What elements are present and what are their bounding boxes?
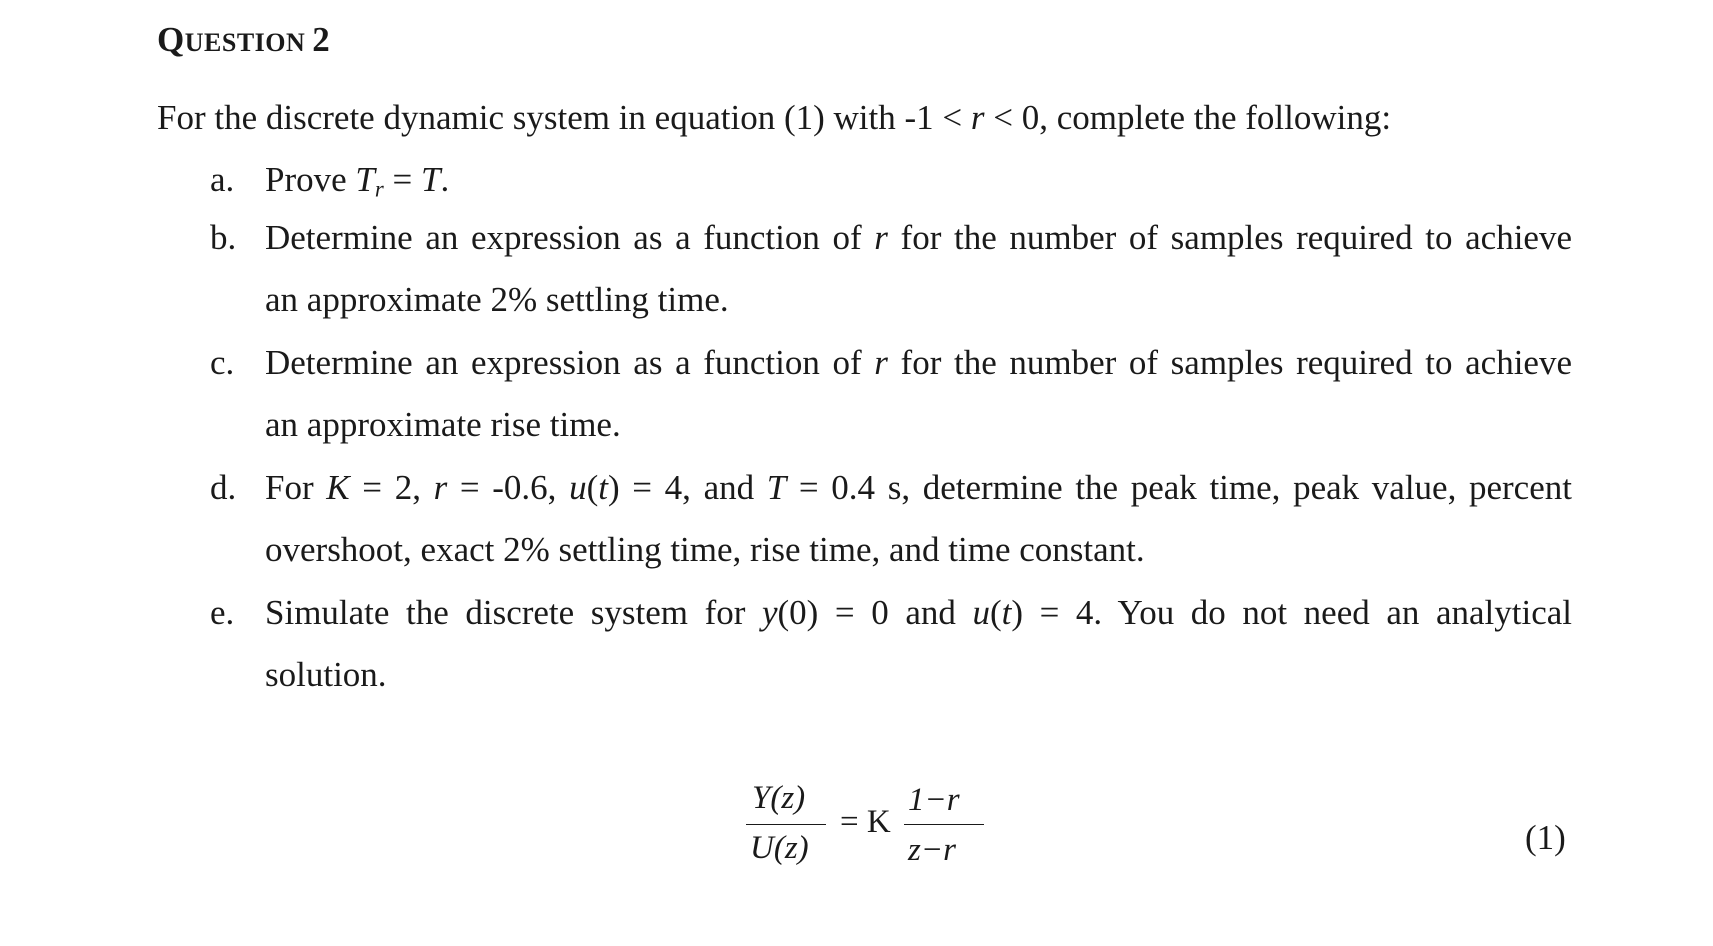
question-title: QUESTION 2	[157, 20, 331, 59]
item-letter: e.	[210, 593, 235, 632]
item-text-line-1: Simulate the discrete system for y(0) = 0 and u(t) = 4. You do not need an analytical	[265, 593, 1572, 632]
item-text-line-1: For K = 2, r = -0.6, u(t) = 4, and T = 0.4 s, determine the peak time, peak value, percent	[265, 468, 1572, 507]
item-text-line-1: Determine an expression as a function of r for the number of samples required to achieve	[265, 343, 1573, 382]
item-letter: a.	[210, 160, 235, 199]
item-text-line-2: an approximate rise time.	[265, 405, 621, 444]
equation-denominator: U(z)	[750, 830, 809, 866]
item-text-line-2: an approximate 2% settling time.	[265, 280, 729, 319]
item-letter: c.	[210, 343, 235, 382]
fraction-bar	[746, 824, 826, 825]
equation-numerator-2: 1−r	[908, 782, 960, 818]
equation-label: (1)	[1525, 818, 1566, 857]
equation-1	[740, 780, 1000, 900]
item-text: Prove $T_r = T$.	[265, 160, 450, 202]
equation-middle: = K	[840, 804, 891, 840]
intro-text: For the discrete dynamic system in equation (1) with -1 < r < 0, complete the following:	[157, 98, 1392, 137]
item-text-line-2: overshoot, exact 2% settling time, rise time, and time constant.	[265, 530, 1145, 569]
item-text-line-2: solution.	[265, 655, 387, 694]
fraction-bar-2	[904, 824, 984, 825]
equation-denominator-2: z−r	[908, 832, 956, 868]
item-letter: d.	[210, 468, 237, 507]
item-letter: b.	[210, 218, 237, 257]
equation-numerator: Y(z)	[752, 780, 806, 816]
item-text-line-1: Determine an expression as a function of r for the number of samples required to achieve	[265, 218, 1573, 257]
